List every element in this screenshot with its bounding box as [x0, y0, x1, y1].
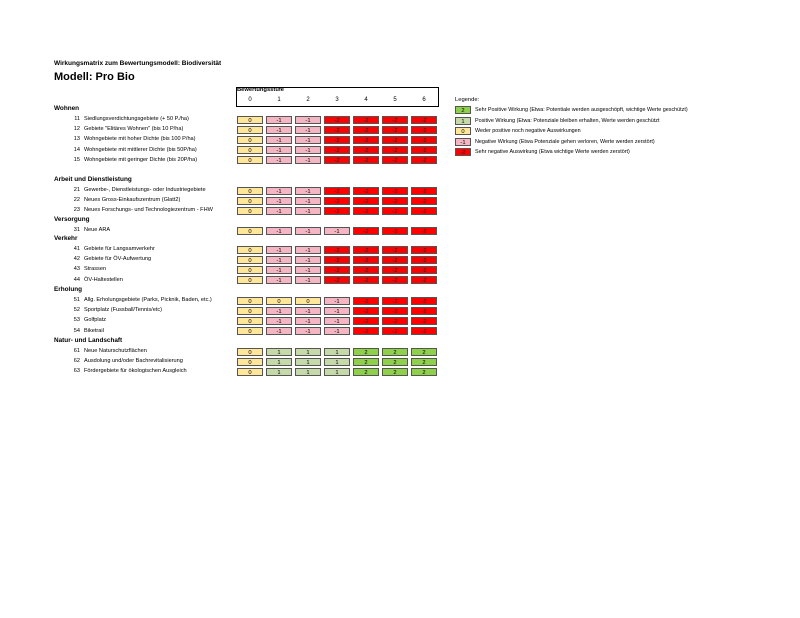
- matrix-cell: -2: [382, 246, 408, 254]
- matrix-cell: 0: [237, 317, 263, 325]
- legend-swatch: 1: [455, 117, 471, 125]
- matrix-cell: -2: [382, 116, 408, 124]
- matrix-cell: -2: [411, 126, 437, 134]
- header-level: 2: [306, 97, 310, 103]
- matrix-cell: 0: [237, 136, 263, 144]
- row-code: 51: [73, 297, 80, 303]
- matrix-cell: -2: [324, 126, 350, 134]
- matrix-cell: -1: [266, 266, 292, 274]
- matrix-cell: 0: [237, 327, 263, 335]
- matrix-cell: -1: [295, 197, 321, 205]
- matrix-cell: -2: [382, 136, 408, 144]
- matrix-cell: -1: [295, 207, 321, 215]
- matrix-cell: -2: [411, 317, 437, 325]
- row-text: Neues Gross-Einkaufszentrum (Glatt2): [84, 197, 181, 204]
- matrix-cell: -1: [324, 327, 350, 335]
- matrix-cell: -2: [353, 207, 379, 215]
- row-text: Neues Forschungs- und Technologiezentrum - FHW: [84, 207, 213, 214]
- matrix-cell: -2: [353, 116, 379, 124]
- matrix-cell: -2: [353, 187, 379, 195]
- matrix-cell: 2: [382, 358, 408, 366]
- row-code: 63: [73, 368, 80, 375]
- matrix-cell: -2: [324, 146, 350, 154]
- row-text: Gebiete "Elitäres Wohnen" (bis 10 P/ha): [84, 126, 184, 133]
- row-label: [66, 256, 151, 262]
- row-code: 54: [73, 327, 80, 334]
- matrix-cell: -2: [411, 307, 437, 315]
- matrix-cell: 2: [353, 348, 379, 356]
- matrix-cell: -2: [382, 307, 408, 315]
- matrix-cell: -2: [411, 146, 437, 154]
- matrix-cell: -1: [266, 197, 292, 205]
- matrix-cell: -2: [324, 276, 350, 284]
- matrix-cell: -1: [266, 146, 292, 154]
- matrix-cell: -2: [382, 317, 408, 325]
- matrix-cell: -1: [266, 227, 292, 235]
- matrix-cell: -2: [353, 327, 379, 335]
- matrix-cell: 0: [237, 276, 263, 284]
- matrix-cell: 0: [237, 358, 263, 366]
- matrix-cell: 1: [324, 348, 350, 356]
- matrix-cell: -2: [382, 187, 408, 195]
- matrix-cell: -1: [266, 327, 292, 335]
- row-text: Biketrail: [84, 327, 104, 334]
- row-code: 53: [73, 317, 80, 324]
- matrix-cell: -1: [266, 187, 292, 195]
- matrix-cell: -1: [295, 227, 321, 235]
- matrix-cell: -2: [382, 126, 408, 134]
- row-label: [66, 116, 189, 122]
- row-label: [66, 358, 183, 364]
- matrix-cell: 1: [324, 368, 350, 376]
- row-text: Wohngebiete mit hoher Dichte (bis 100 P/ha): [84, 136, 196, 143]
- legend-swatch: -1: [455, 138, 471, 146]
- matrix-cell: -1: [295, 317, 321, 325]
- matrix-cell: 2: [411, 358, 437, 366]
- legend-swatch: 2: [455, 106, 471, 114]
- matrix-cell: -2: [324, 246, 350, 254]
- row-text: Gebiete für Langsamverkehr: [84, 246, 155, 252]
- row-text: Sportplatz (Fussball/Tennis/etc): [84, 307, 163, 314]
- matrix-cell: 2: [411, 368, 437, 376]
- row-text: Ausdolung und/oder Bachrevitalisierung: [84, 358, 183, 365]
- matrix-cell: -1: [295, 146, 321, 154]
- matrix-cell: 2: [382, 348, 408, 356]
- row-code: 14: [73, 146, 80, 153]
- matrix-cell: -1: [266, 256, 292, 264]
- matrix-cell: -2: [382, 256, 408, 264]
- matrix-cell: -1: [295, 136, 321, 144]
- row-code: 42: [73, 256, 80, 263]
- matrix-cell: -1: [324, 307, 350, 315]
- matrix-cell: 1: [324, 358, 350, 366]
- matrix-cell: 2: [353, 368, 379, 376]
- section-heading: Wohnen: [54, 105, 80, 112]
- matrix-cell: -2: [353, 256, 379, 264]
- legend-text: Negative Wirkung (Etwa Potenziale gehen verloren, Werte werden zerstört): [475, 138, 655, 145]
- matrix-cell: 2: [411, 348, 437, 356]
- row-label: [66, 266, 106, 272]
- row-code: 41: [73, 246, 80, 252]
- row-text: ÖV-Haltestellen: [84, 276, 123, 283]
- matrix-cell: 0: [237, 156, 263, 164]
- matrix-cell: 0: [237, 146, 263, 154]
- header-level: 4: [364, 97, 368, 103]
- matrix-cell: -2: [324, 136, 350, 144]
- matrix-cell: -1: [295, 327, 321, 335]
- row-code: 22: [73, 197, 80, 204]
- matrix-cell: 1: [266, 368, 292, 376]
- row-code: 13: [73, 136, 80, 143]
- row-code: 12: [73, 126, 80, 133]
- row-label: [66, 277, 123, 283]
- matrix-cell: -2: [382, 276, 408, 284]
- matrix-cell: 1: [266, 348, 292, 356]
- matrix-cell: 0: [237, 207, 263, 215]
- matrix-cell: -1: [266, 317, 292, 325]
- matrix-cell: 0: [237, 197, 263, 205]
- matrix-cell: -2: [411, 227, 437, 235]
- legend-text: Weder positive noch negative Auswirkungen: [475, 128, 581, 134]
- row-code: 62: [73, 358, 80, 365]
- row-label: [66, 368, 187, 374]
- row-code: 15: [73, 156, 80, 163]
- row-code: 23: [73, 207, 80, 214]
- matrix-cell: -1: [266, 207, 292, 215]
- matrix-cell: -2: [411, 297, 437, 305]
- matrix-cell: 0: [295, 297, 321, 305]
- matrix-cell: 2: [353, 358, 379, 366]
- row-label: [66, 136, 196, 142]
- row-text: Strassen: [84, 266, 107, 273]
- row-text: Allg. Erholungsgebiete (Parks, Picknik, Baden, etc.): [84, 297, 212, 303]
- row-label: [66, 317, 106, 323]
- matrix-cell: -2: [411, 156, 437, 164]
- matrix-cell: -1: [266, 136, 292, 144]
- matrix-cell: -1: [295, 126, 321, 134]
- matrix-cell: -2: [382, 207, 408, 215]
- matrix-cell: -1: [295, 256, 321, 264]
- matrix-cell: -2: [411, 256, 437, 264]
- matrix-cell: -1: [266, 276, 292, 284]
- matrix-cell: -2: [382, 297, 408, 305]
- row-label: [66, 307, 162, 313]
- matrix-cell: -2: [353, 136, 379, 144]
- legend-swatch: 0: [455, 127, 471, 135]
- section-heading: Versorgung: [54, 216, 90, 223]
- row-label: [66, 126, 183, 132]
- matrix-cell: -2: [324, 266, 350, 274]
- header-level: 6: [422, 97, 426, 103]
- row-text: Fördergebiete für ökologischen Ausgleich: [84, 368, 187, 375]
- matrix-cell: -2: [411, 327, 437, 335]
- row-label: [66, 207, 213, 213]
- row-label: [66, 328, 104, 334]
- section-heading: Natur- und Landschaft: [54, 337, 123, 344]
- header-label: Bewertungsstufe: [237, 87, 285, 93]
- row-label: [66, 157, 197, 163]
- matrix-cell: -1: [324, 297, 350, 305]
- matrix-cell: -2: [324, 156, 350, 164]
- matrix-cell: -2: [353, 197, 379, 205]
- legend-text: Positive Wirkung (Etwa: Potenziale bleiben erhalten, Werte werden geschützt: [475, 117, 660, 124]
- matrix-cell: 0: [237, 348, 263, 356]
- matrix-cell: 0: [237, 368, 263, 376]
- row-text: Neue Naturschutzflächen: [84, 348, 147, 354]
- matrix-cell: 0: [237, 246, 263, 254]
- matrix-cell: -2: [411, 266, 437, 274]
- matrix-cell: 0: [237, 227, 263, 235]
- matrix-cell: -2: [353, 227, 379, 235]
- matrix-cell: -2: [382, 227, 408, 235]
- row-text: Wohngebiete mit mittlerer Dichte (bis 50P/ha): [84, 146, 197, 153]
- matrix-cell: -2: [411, 197, 437, 205]
- matrix-cell: -2: [353, 276, 379, 284]
- matrix-cell: -2: [411, 207, 437, 215]
- matrix-cell: -1: [266, 156, 292, 164]
- matrix-cell: -2: [353, 297, 379, 305]
- matrix-cell: -2: [324, 207, 350, 215]
- row-text: Siedlungsverdichtungsgebiete (+ 50 P./ha): [84, 116, 189, 122]
- matrix-cell: -2: [353, 246, 379, 254]
- section-heading: Arbeit und Dienstleistung: [54, 176, 132, 183]
- row-label: [66, 197, 180, 203]
- matrix-cell: 0: [237, 256, 263, 264]
- legend-text: Sehr negative Auswirkung (Etwa wichtige Werte werden zerstört): [475, 149, 630, 155]
- matrix-cell: -2: [324, 187, 350, 195]
- section-heading: Verkehr: [54, 235, 78, 242]
- row-code: 21: [73, 187, 80, 193]
- legend-swatch: -2: [455, 148, 471, 156]
- matrix-cell: 0: [266, 297, 292, 305]
- row-code: 44: [73, 276, 80, 283]
- row-label: [66, 227, 110, 233]
- document-subtitle: Wirkungsmatrix zum Bewertungsmodell: Biodiversität: [54, 60, 222, 67]
- matrix-cell: -2: [324, 197, 350, 205]
- matrix-cell: -1: [324, 227, 350, 235]
- row-text: Golfplatz: [84, 317, 107, 324]
- header-level: 3: [335, 97, 339, 103]
- matrix-cell: -1: [295, 116, 321, 124]
- header-level: 0: [248, 97, 252, 103]
- matrix-cell: 0: [237, 187, 263, 195]
- matrix-cell: 1: [295, 368, 321, 376]
- matrix-cell: -1: [295, 156, 321, 164]
- matrix-cell: -1: [266, 246, 292, 254]
- matrix-cell: -2: [353, 146, 379, 154]
- matrix-cell: -2: [324, 256, 350, 264]
- matrix-cell: -2: [382, 156, 408, 164]
- row-label: [66, 297, 212, 303]
- matrix-cell: -2: [353, 307, 379, 315]
- matrix-cell: -2: [382, 197, 408, 205]
- matrix-cell: -2: [411, 136, 437, 144]
- matrix-cell: 1: [295, 358, 321, 366]
- matrix-cell: -1: [295, 187, 321, 195]
- matrix-cell: -2: [382, 146, 408, 154]
- matrix-cell: 0: [237, 266, 263, 274]
- row-code: 61: [73, 348, 80, 354]
- row-text: Wohngebiete mit geringer Dichte (bis 20P/ha): [84, 156, 198, 163]
- matrix-cell: -2: [353, 126, 379, 134]
- matrix-cell: -2: [411, 276, 437, 284]
- row-code: 43: [73, 266, 80, 273]
- legend-label: Legende:: [455, 97, 480, 103]
- matrix-cell: -2: [353, 317, 379, 325]
- matrix-cell: 0: [237, 116, 263, 124]
- matrix-cell: -2: [411, 116, 437, 124]
- matrix-cell: -1: [266, 307, 292, 315]
- matrix-cell: -1: [295, 307, 321, 315]
- row-code: 31: [73, 227, 80, 233]
- row-text: Gebiete für ÖV-Aufwertung: [84, 256, 152, 263]
- matrix-cell: -2: [382, 266, 408, 274]
- row-code: 11: [74, 116, 80, 122]
- row-text: Neue ARA: [84, 227, 111, 233]
- row-label: [66, 246, 155, 252]
- matrix-cell: -1: [295, 246, 321, 254]
- matrix-cell: 1: [266, 358, 292, 366]
- matrix-cell: -1: [295, 276, 321, 284]
- row-label: [66, 147, 197, 153]
- matrix-cell: 0: [237, 307, 263, 315]
- matrix-cell: 0: [237, 126, 263, 134]
- row-label: [66, 348, 147, 354]
- document-title: Modell: Pro Bio: [54, 71, 135, 83]
- section-heading: Erholung: [54, 286, 83, 293]
- matrix-cell: -2: [324, 116, 350, 124]
- matrix-cell: -1: [324, 317, 350, 325]
- matrix-cell: -2: [411, 187, 437, 195]
- row-code: 52: [73, 307, 80, 314]
- header-level: 1: [277, 97, 281, 103]
- matrix-cell: 0: [237, 297, 263, 305]
- matrix-cell: -1: [266, 116, 292, 124]
- matrix-cell: 2: [382, 368, 408, 376]
- row-text: Gewerbe-, Dienstleistungs- oder Industriegebiete: [84, 187, 206, 193]
- matrix-cell: -2: [411, 246, 437, 254]
- matrix-cell: -2: [353, 156, 379, 164]
- legend-text: Sehr Positive Wirkung (Etwa: Potentiale werden ausgeschöpft, wichtige Werte geschützt): [475, 107, 688, 113]
- matrix-cell: 1: [295, 348, 321, 356]
- row-label: [66, 187, 206, 193]
- matrix-cell: -2: [353, 266, 379, 274]
- matrix-cell: -1: [295, 266, 321, 274]
- matrix-cell: -2: [382, 327, 408, 335]
- matrix-cell: -1: [266, 126, 292, 134]
- header-level: 5: [393, 97, 397, 103]
